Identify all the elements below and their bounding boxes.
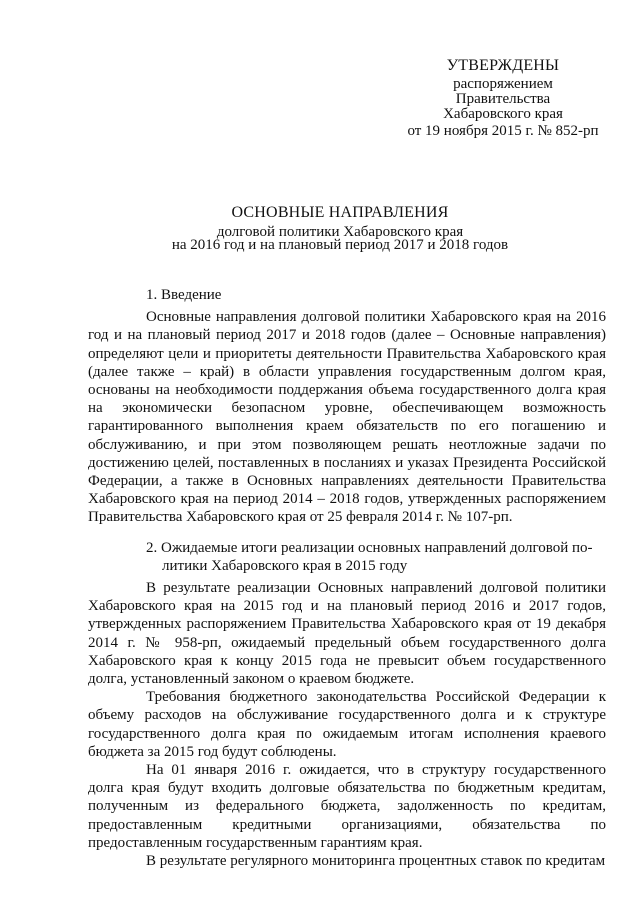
approval-line-2: Правительства: [455, 91, 551, 107]
section-1-heading: 1. Введение: [146, 287, 222, 303]
title-main: ОСНОВНЫЕ НАПРАВЛЕНИЯ: [231, 204, 449, 221]
section-2-heading: [88, 539, 606, 575]
approval-line-1: распоряжением: [453, 76, 553, 92]
section-2-paragraph-3: На 01 января 2016 г. ожидается, что в структуру государственного долга края будут входить долговые обязательства по бюджетным кредитам, полученным из федерального бюджета, задолженность по кредитам, предоставленным кредитными организациями, обязательства по предоставленным государственным гарантиям края.: [88, 762, 606, 851]
document-title: [80, 204, 600, 252]
section-2-paragraph-4: В результате регулярного мониторинга процентных ставок по кредитам: [146, 853, 606, 870]
section-1-paragraph: Основные направления долговой политики Хабаровского края на 2016 год и на плановый период 2017 и 2018 годов (далее – Основные направления) определяют цели и приоритеты деятельности Правительства Хабаровского края (далее также – край) в области управления государственным долгом края, основаны на необходимости поддержания объема государственного долга края на экономически безопасном уровне, обеспечивающем возможность гарантированного выполнения краем обязательств по его погашению и обслуживанию, и при этом позволяющем решать неотложные задачи по достижению целей, поставленных в посланиях и указах Президента Российской Федерации, а также в Основных направлениях деятельности Правительства Хабаровского края на период 2014 – 2018 годов, утвержденных распоряжением Правительства Хабаровского края от 25 февраля 2014 г. № 107-рп.: [88, 309, 606, 526]
approval-heading: УТВЕРЖДЕНЫ: [446, 57, 560, 74]
section-2-paragraph-2: Требования бюджетного законодательства Российской Федерации к объему расходов на обслуживание государственного долга и к структуре государственного долга края по ожидаемым итогам исполнения краевого бюджета за 2015 год будут соблюдены.: [88, 689, 606, 760]
title-subtitle-2: на 2016 год и на плановый период 2017 и 2018 годов: [171, 237, 509, 253]
section-spacer: [88, 527, 606, 539]
section-2-paragraph-1: В результате реализации Основных направлений долговой политики Хабаровского края на 2015 год и на плановый период 2016 и 2017 годов, утвержденных распоряжением Правительства Хабаровского края от 19 декабря 2014 г. № 958-рп, ожидаемый предельный объем государственного долга Хабаровского края к концу 2015 года не превысит объем государственного долга, установленный законом о краевом бюджете.: [88, 580, 606, 688]
approval-line-3: Хабаровского края: [443, 106, 563, 122]
section-2-heading-line-1: 2. Ожидаемые итоги реализации основных направлений долговой по-: [146, 539, 593, 556]
approval-date: от 19 ноября 2015 г. № 852-рп: [407, 123, 599, 139]
document-body: [88, 286, 606, 870]
approval-stamp: [398, 58, 608, 139]
section-2-heading-line-2: литики Хабаровского края в 2015 году: [162, 557, 408, 574]
title-subtitle-1: долговой политики Хабаровского края: [216, 224, 464, 240]
